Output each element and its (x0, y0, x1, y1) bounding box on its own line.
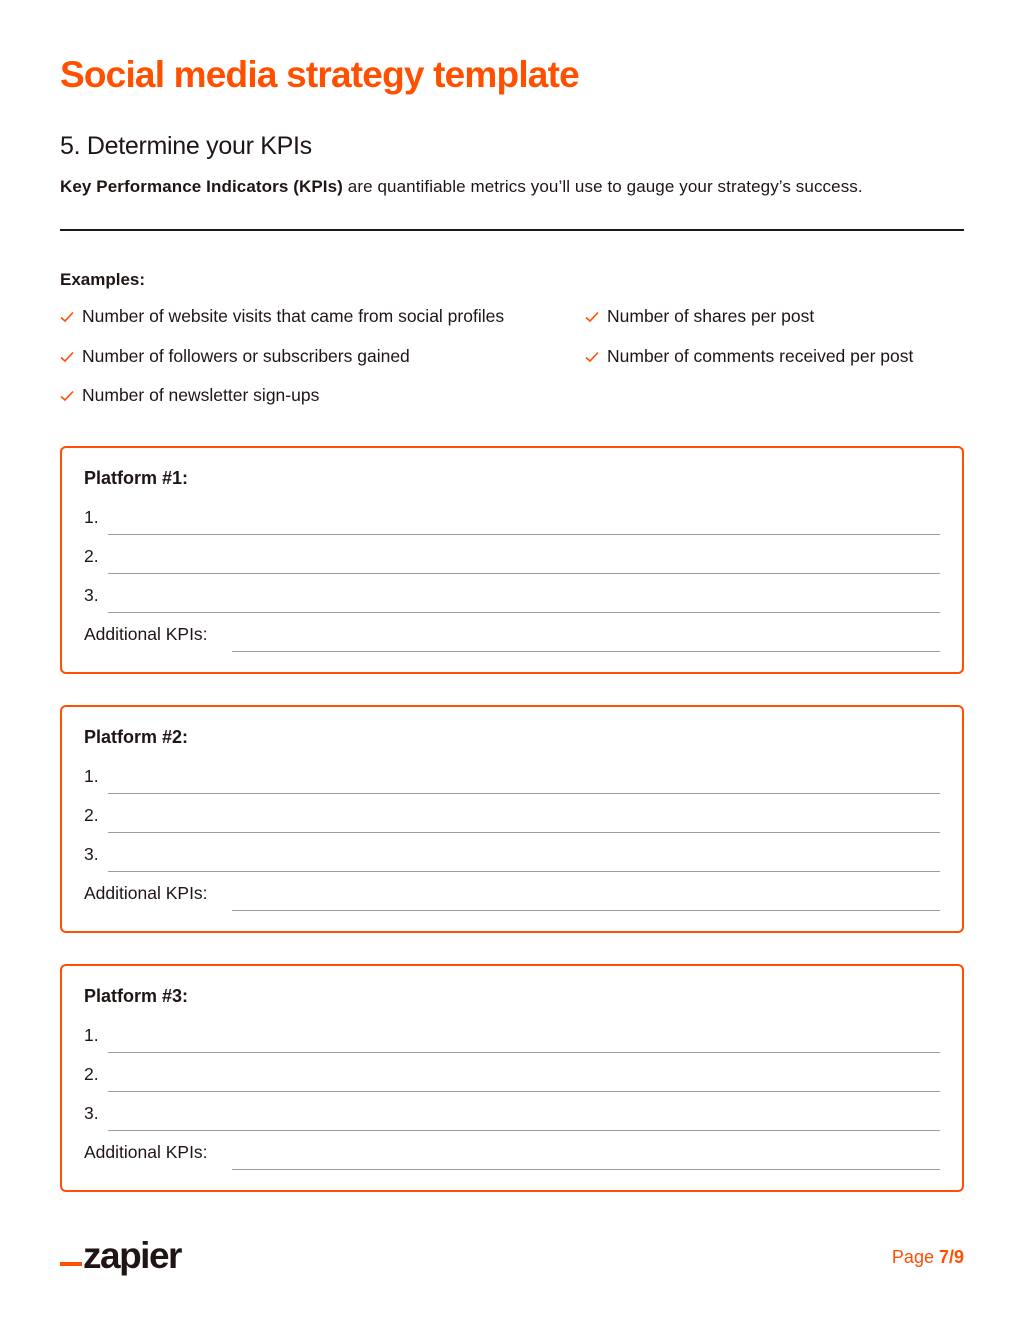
additional-kpis-line[interactable] (84, 622, 940, 652)
platform-title: Platform #3: (84, 986, 189, 1006)
section-divider (60, 229, 964, 231)
check-icon (60, 351, 74, 363)
additional-kpis-label: Additional KPIs: (84, 1142, 208, 1162)
examples-label: Examples: (60, 270, 146, 289)
write-in-line[interactable] (108, 793, 940, 794)
check-icon (585, 351, 599, 363)
kpi-line-3[interactable] (84, 842, 940, 872)
kpi-line-3[interactable] (84, 583, 940, 613)
platform-card-2 (60, 705, 964, 933)
example-text: Number of website visits that came from social profiles (82, 306, 505, 326)
platform-card-1 (60, 446, 964, 674)
zapier-logo (60, 1234, 181, 1274)
example-text: Number of followers or subscribers gained (82, 346, 410, 366)
write-in-line[interactable] (108, 612, 940, 613)
platform-card-3 (60, 964, 964, 1192)
write-in-line[interactable] (108, 1052, 940, 1053)
write-in-line[interactable] (108, 573, 940, 574)
kpi-line-number: 2. (84, 1064, 99, 1084)
platform-title: Platform #2: (84, 727, 189, 747)
page-prefix: Page (891, 1247, 939, 1267)
write-in-line[interactable] (108, 1130, 940, 1131)
additional-kpis-label: Additional KPIs: (84, 624, 208, 644)
check-icon (60, 311, 74, 323)
example-text: Number of newsletter sign-ups (82, 385, 320, 405)
write-in-line[interactable] (232, 1169, 940, 1170)
additional-kpis-line[interactable] (84, 1140, 940, 1170)
section-intro (60, 177, 863, 197)
kpi-line-number: 1. (84, 1025, 99, 1045)
write-in-line[interactable] (108, 871, 940, 872)
write-in-line[interactable] (108, 534, 940, 535)
intro-bold-term: Key Performance Indicators (KPIs) (60, 177, 343, 196)
logo-wordmark: zapier (83, 1235, 181, 1276)
kpi-line-number: 1. (84, 766, 99, 786)
kpi-line-2[interactable] (84, 803, 940, 833)
kpi-line-number: 1. (84, 507, 99, 527)
page-title: Social media strategy template (60, 54, 579, 95)
kpi-line-number: 2. (84, 805, 99, 825)
page-number (892, 1247, 964, 1268)
additional-kpis-label: Additional KPIs: (84, 883, 208, 903)
example-text: Number of shares per post (607, 306, 815, 326)
write-in-line[interactable] (232, 651, 940, 652)
example-item (60, 346, 410, 367)
page-count: 7/9 (938, 1247, 964, 1267)
logo-underscore-mark (60, 1262, 82, 1266)
example-item (585, 306, 814, 327)
kpi-line-1[interactable] (84, 1023, 940, 1053)
write-in-line[interactable] (108, 1091, 940, 1092)
example-item (60, 385, 319, 406)
example-item (60, 306, 504, 327)
example-text: Number of comments received per post (607, 346, 914, 366)
check-icon (60, 390, 74, 402)
additional-kpis-line[interactable] (84, 881, 940, 911)
kpi-line-1[interactable] (84, 505, 940, 535)
intro-description: are quantifiable metrics you’ll use to gauge your strategy’s success. (342, 177, 863, 196)
write-in-line[interactable] (108, 832, 940, 833)
kpi-line-1[interactable] (84, 764, 940, 794)
kpi-line-3[interactable] (84, 1101, 940, 1131)
kpi-line-number: 3. (84, 844, 99, 864)
platform-title: Platform #1: (84, 468, 189, 488)
check-icon (585, 311, 599, 323)
write-in-line[interactable] (232, 910, 940, 911)
kpi-line-number: 3. (84, 585, 99, 605)
kpi-line-number: 2. (84, 546, 99, 566)
example-item (585, 346, 913, 367)
kpi-line-number: 3. (84, 1103, 99, 1123)
kpi-line-2[interactable] (84, 1062, 940, 1092)
kpi-line-2[interactable] (84, 544, 940, 574)
section-heading: 5. Determine your KPIs (60, 132, 312, 160)
